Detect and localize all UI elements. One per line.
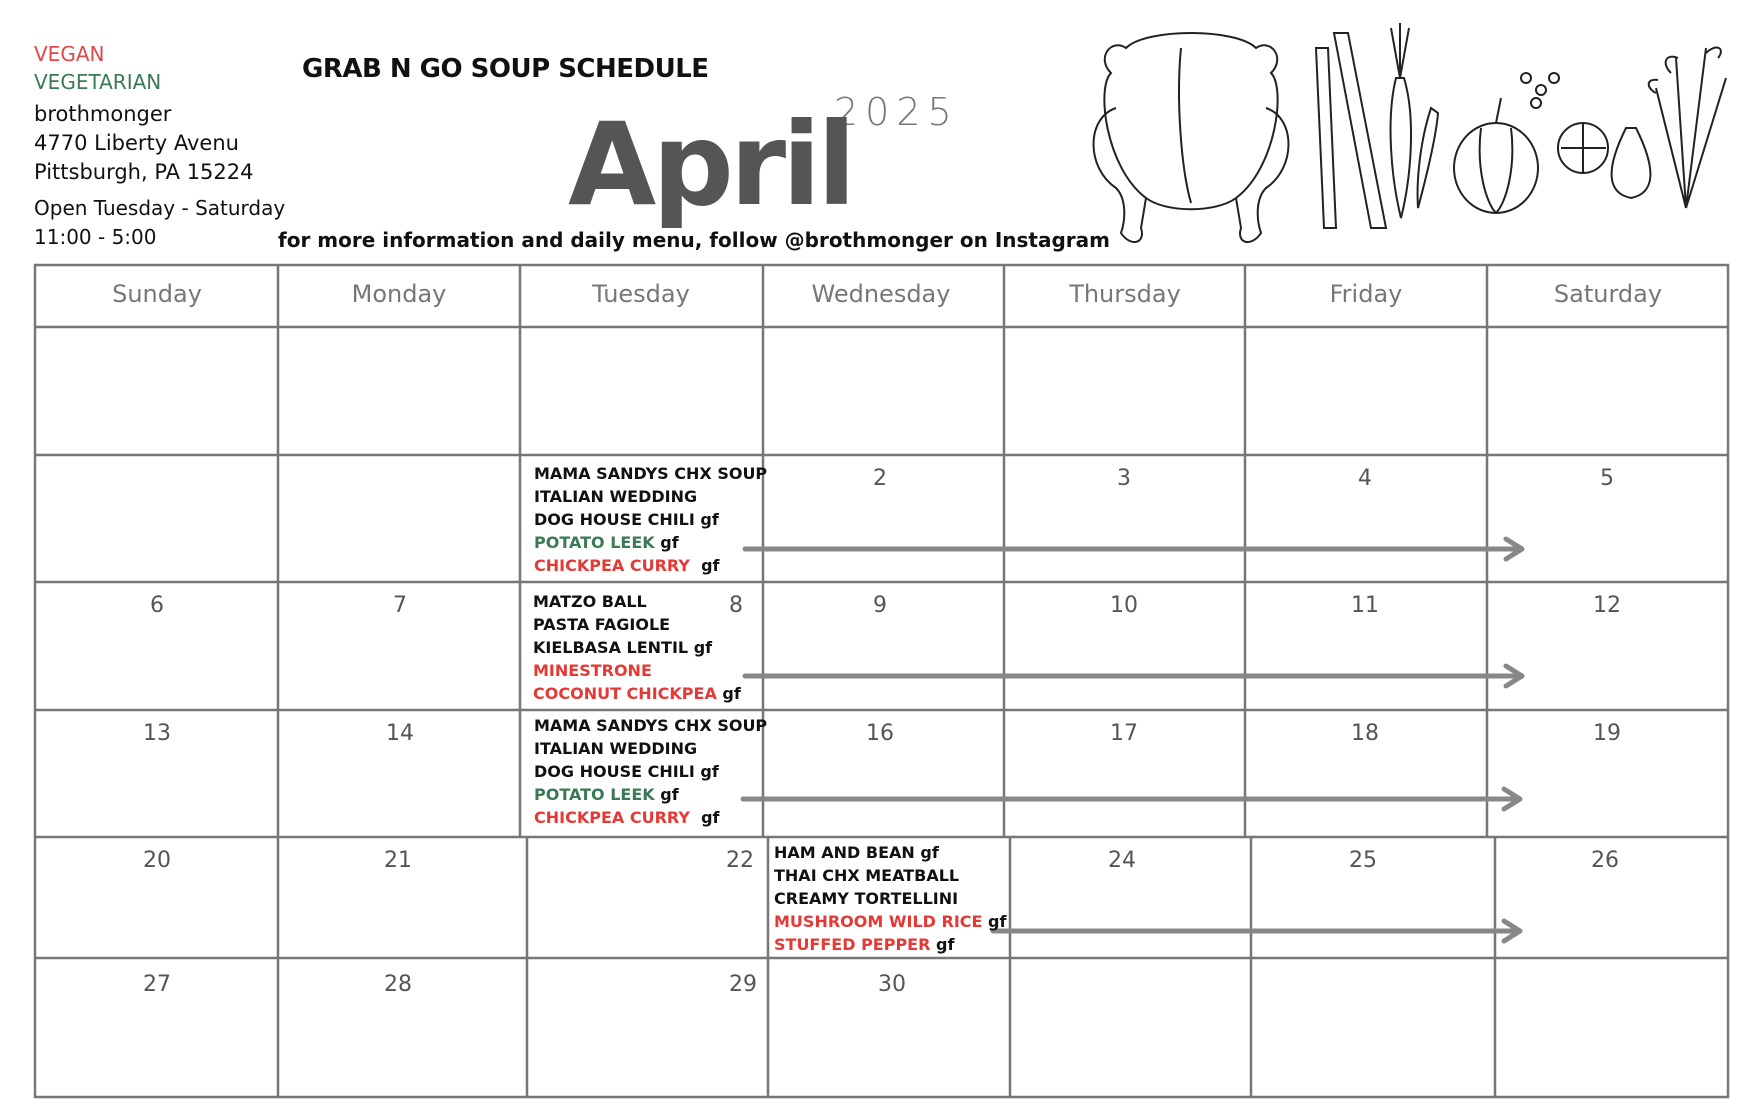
date-11: 11 [1351, 593, 1379, 618]
date-14: 14 [386, 721, 414, 746]
date-27: 27 [143, 972, 171, 997]
menu-item: MAMA SANDYS CHX SOUP [534, 716, 768, 735]
date-22: 22 [726, 848, 754, 873]
weekday-monday: Monday [351, 280, 447, 308]
date-29: 29 [729, 972, 757, 997]
weekday-friday: Friday [1329, 280, 1403, 308]
business-city: Pittsburgh, PA 15224 [34, 160, 254, 184]
menu-item: KIELBASA LENTIL gf [533, 638, 713, 657]
date-9: 9 [873, 593, 887, 618]
menu-item: COCONUT CHICKPEA gf [533, 684, 741, 703]
week4-menu [774, 841, 1006, 956]
date-2: 2 [873, 466, 887, 491]
weekday-tuesday: Tuesday [592, 280, 690, 308]
business-name: brothmonger [34, 102, 172, 126]
menu-item: DOG HOUSE CHILI gf [534, 510, 719, 529]
date-28: 28 [384, 972, 412, 997]
week1-menu [534, 462, 767, 577]
week3-menu [534, 714, 767, 829]
weekday-wednesday: Wednesday [811, 280, 951, 308]
date-30: 30 [878, 972, 906, 997]
menu-item: HAM AND BEAN gf [774, 843, 939, 862]
menu-item: CHICKPEA CURRY gf [534, 808, 720, 827]
menu-item: POTATO LEEK gf [534, 533, 679, 552]
menu-item: POTATO LEEK gf [534, 785, 679, 804]
date-10: 10 [1110, 593, 1138, 618]
business-street: 4770 Liberty Avenu [34, 131, 239, 155]
menu-item: ITALIAN WEDDING [534, 487, 698, 506]
menu-item: MUSHROOM WILD RICE gf [774, 912, 1007, 931]
date-3: 3 [1117, 466, 1131, 491]
open-days: Open Tuesday - Saturday [34, 196, 286, 220]
legend-vegan: VEGAN [34, 42, 105, 66]
date-16: 16 [866, 721, 894, 746]
menu-item: ITALIAN WEDDING [534, 739, 698, 758]
date-4: 4 [1358, 466, 1372, 491]
menu-item: STUFFED PEPPER gf [774, 935, 955, 954]
date-24: 24 [1108, 848, 1136, 873]
date-6: 6 [150, 593, 164, 618]
menu-item: CREAMY TORTELLINI [774, 889, 959, 908]
calendar-month: April [568, 98, 853, 231]
menu-item: MINESTRONE [533, 661, 652, 680]
date-13: 13 [143, 721, 171, 746]
menu-item: CHICKPEA CURRY gf [534, 556, 720, 575]
menu-item: THAI CHX MEATBALL [774, 866, 960, 885]
date-8: 8 [729, 593, 743, 618]
date-20: 20 [143, 848, 171, 873]
schedule-title: GRAB N GO SOUP SCHEDULE [302, 54, 709, 84]
menu-item: MAMA SANDYS CHX SOUP [534, 464, 768, 483]
date-17: 17 [1110, 721, 1138, 746]
weekday-thursday: Thursday [1069, 280, 1181, 308]
weekday-saturday: Saturday [1553, 280, 1663, 308]
date-21: 21 [384, 848, 412, 873]
legend-vegetarian: VEGETARIAN [34, 70, 162, 94]
week2-menu [533, 590, 741, 705]
weekday-sunday: Sunday [112, 280, 202, 308]
calendar-year: 2025 [834, 90, 959, 134]
date-25: 25 [1349, 848, 1377, 873]
date-5: 5 [1600, 466, 1614, 491]
date-26: 26 [1591, 848, 1619, 873]
menu-item: MATZO BALL [533, 592, 647, 611]
menu-item: DOG HOUSE CHILI gf [534, 762, 719, 781]
open-time: 11:00 - 5:00 [34, 225, 157, 249]
date-12: 12 [1593, 593, 1621, 618]
date-7: 7 [393, 593, 407, 618]
menu-item: PASTA FAGIOLE [533, 615, 671, 634]
date-19: 19 [1593, 721, 1621, 746]
instagram-info: for more information and daily menu, follow @brothmonger on Instagram [278, 228, 1110, 252]
date-18: 18 [1351, 721, 1379, 746]
